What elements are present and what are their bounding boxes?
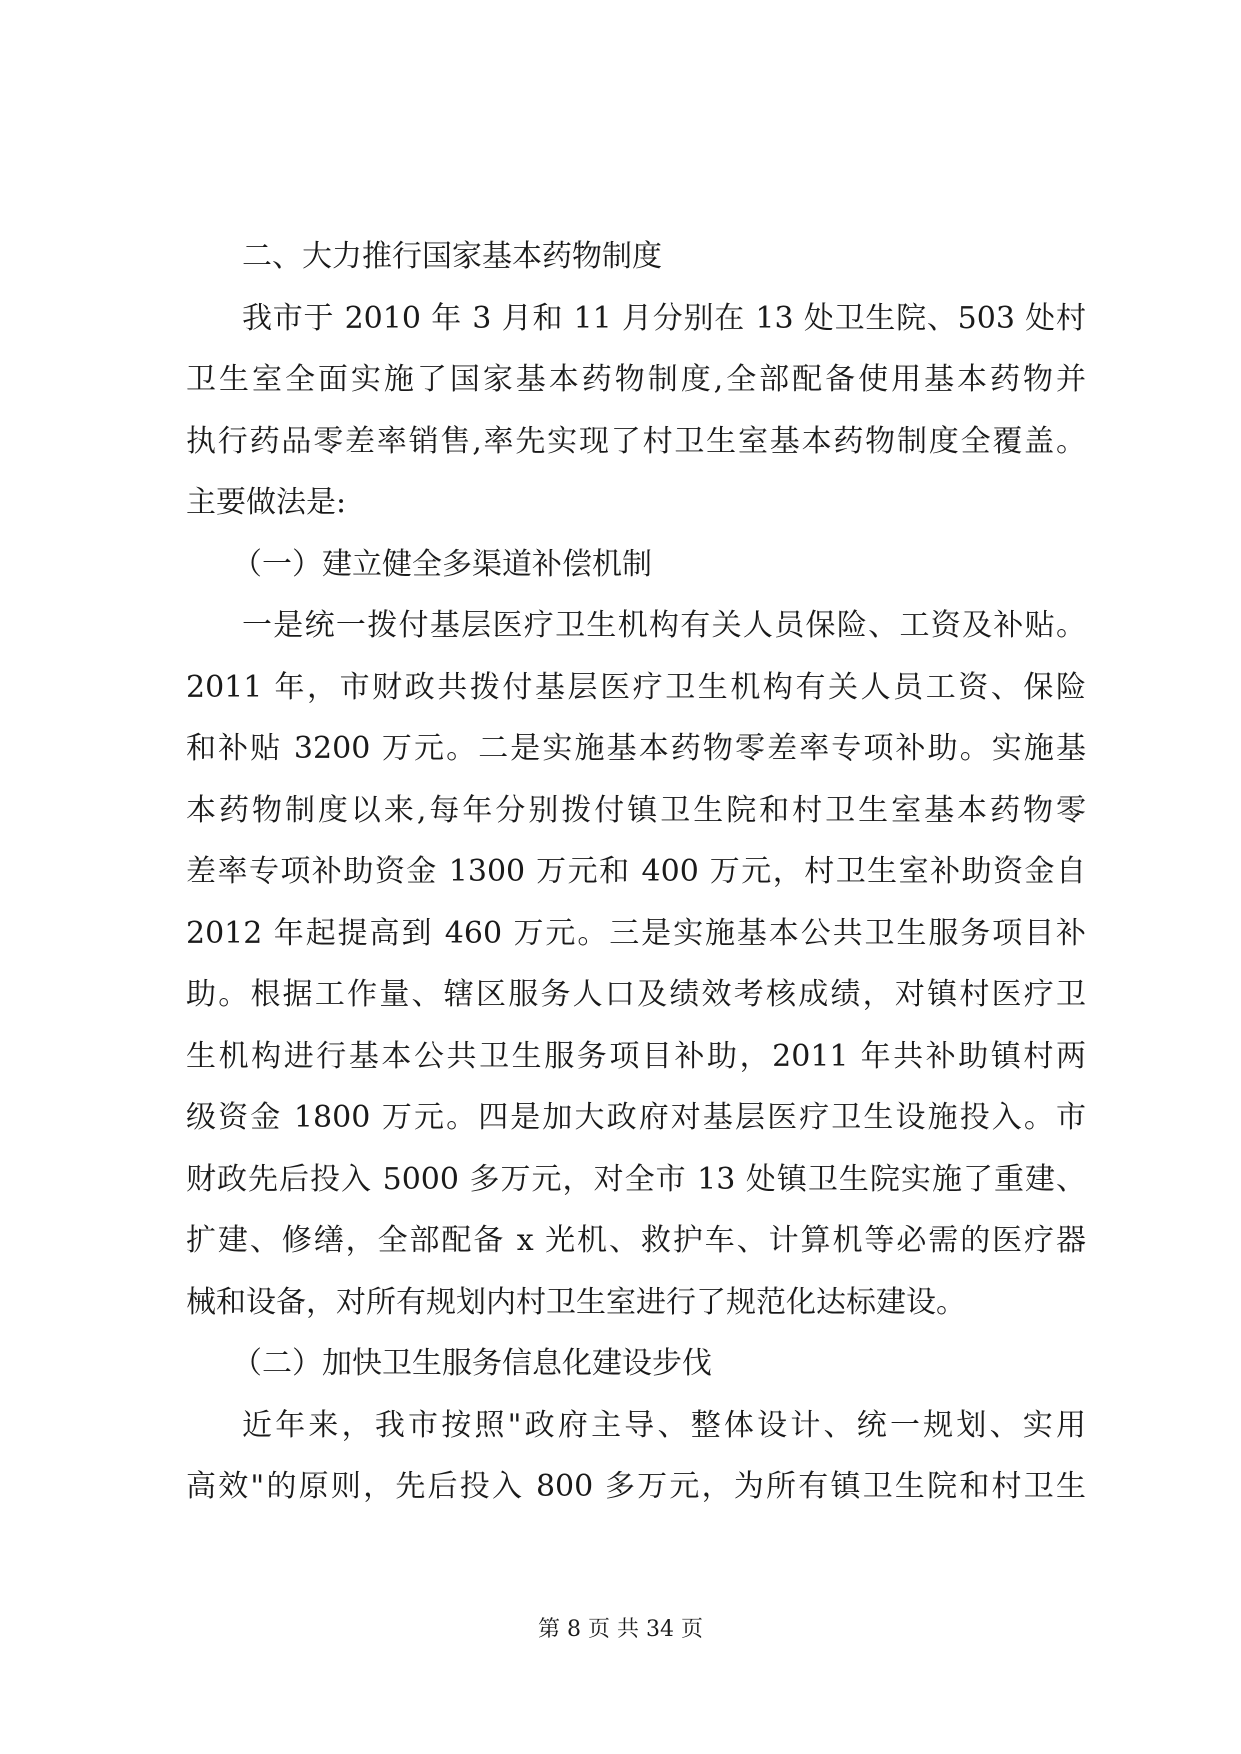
page-number-footer: 第 8 页 共 34 页 bbox=[538, 1617, 703, 1642]
section-heading: 二、大力推行国家基本药物制度 bbox=[242, 239, 662, 274]
paragraph-line: 生机构进行基本公共卫生服务项目补助，2011 年共补助镇村两 bbox=[186, 1038, 1086, 1074]
paragraph-line: 执行药品零差率销售,率先实现了村卫生室基本药物制度全覆盖。 bbox=[186, 423, 1086, 459]
paragraph-line: 2012 年起提高到 460 万元。三是实施基本公共卫生服务项目补 bbox=[186, 915, 1086, 951]
paragraph-line: 一是统一拨付基层医疗卫生机构有关人员保险、工资及补贴。 bbox=[242, 608, 1086, 643]
paragraph-line: 财政先后投入 5000 多万元，对全市 13 处镇卫生院实施了重建、 bbox=[186, 1161, 1086, 1197]
paragraph-line: 差率专项补助资金 1300 万元和 400 万元，村卫生室补助资金自 bbox=[186, 854, 1086, 889]
paragraph-line: 本药物制度以来,每年分别拨付镇卫生院和村卫生室基本药物零 bbox=[186, 792, 1086, 828]
paragraph-line: 卫生室全面实施了国家基本药物制度,全部配备使用基本药物并 bbox=[186, 362, 1086, 397]
paragraph-line: 近年来，我市按照"政府主导、整体设计、统一规划、实用 bbox=[242, 1407, 1086, 1443]
subsection-heading: （一）建立健全多渠道补偿机制 bbox=[232, 546, 652, 582]
paragraph-line: 械和设备，对所有规划内村卫生室进行了规范化达标建设。 bbox=[186, 1284, 966, 1320]
paragraph-line: 和补贴 3200 万元。二是实施基本药物零差率专项补助。实施基 bbox=[186, 731, 1086, 766]
paragraph-line: 我市于 2010 年 3 月和 11 月分别在 13 处卫生院、503 处村 bbox=[242, 300, 1086, 336]
paragraph-line: 主要做法是: bbox=[186, 485, 347, 520]
subsection-heading: （二）加快卫生服务信息化建设步伐 bbox=[232, 1346, 712, 1381]
paragraph-line: 高效"的原则，先后投入 800 多万元，为所有镇卫生院和村卫生 bbox=[186, 1469, 1086, 1504]
paragraph-line: 扩建、修缮，全部配备 x 光机、救护车、计算机等必需的医疗器 bbox=[186, 1223, 1086, 1258]
paragraph-line: 级资金 1800 万元。四是加大政府对基层医疗卫生设施投入。市 bbox=[186, 1100, 1086, 1135]
body-text bbox=[186, 226, 1086, 1518]
paragraph-line: 助。根据工作量、辖区服务人口及绩效考核成绩，对镇村医疗卫 bbox=[186, 977, 1086, 1012]
paragraph-line: 2011 年，市财政共拨付基层医疗卫生机构有关人员工资、保险 bbox=[186, 669, 1086, 705]
